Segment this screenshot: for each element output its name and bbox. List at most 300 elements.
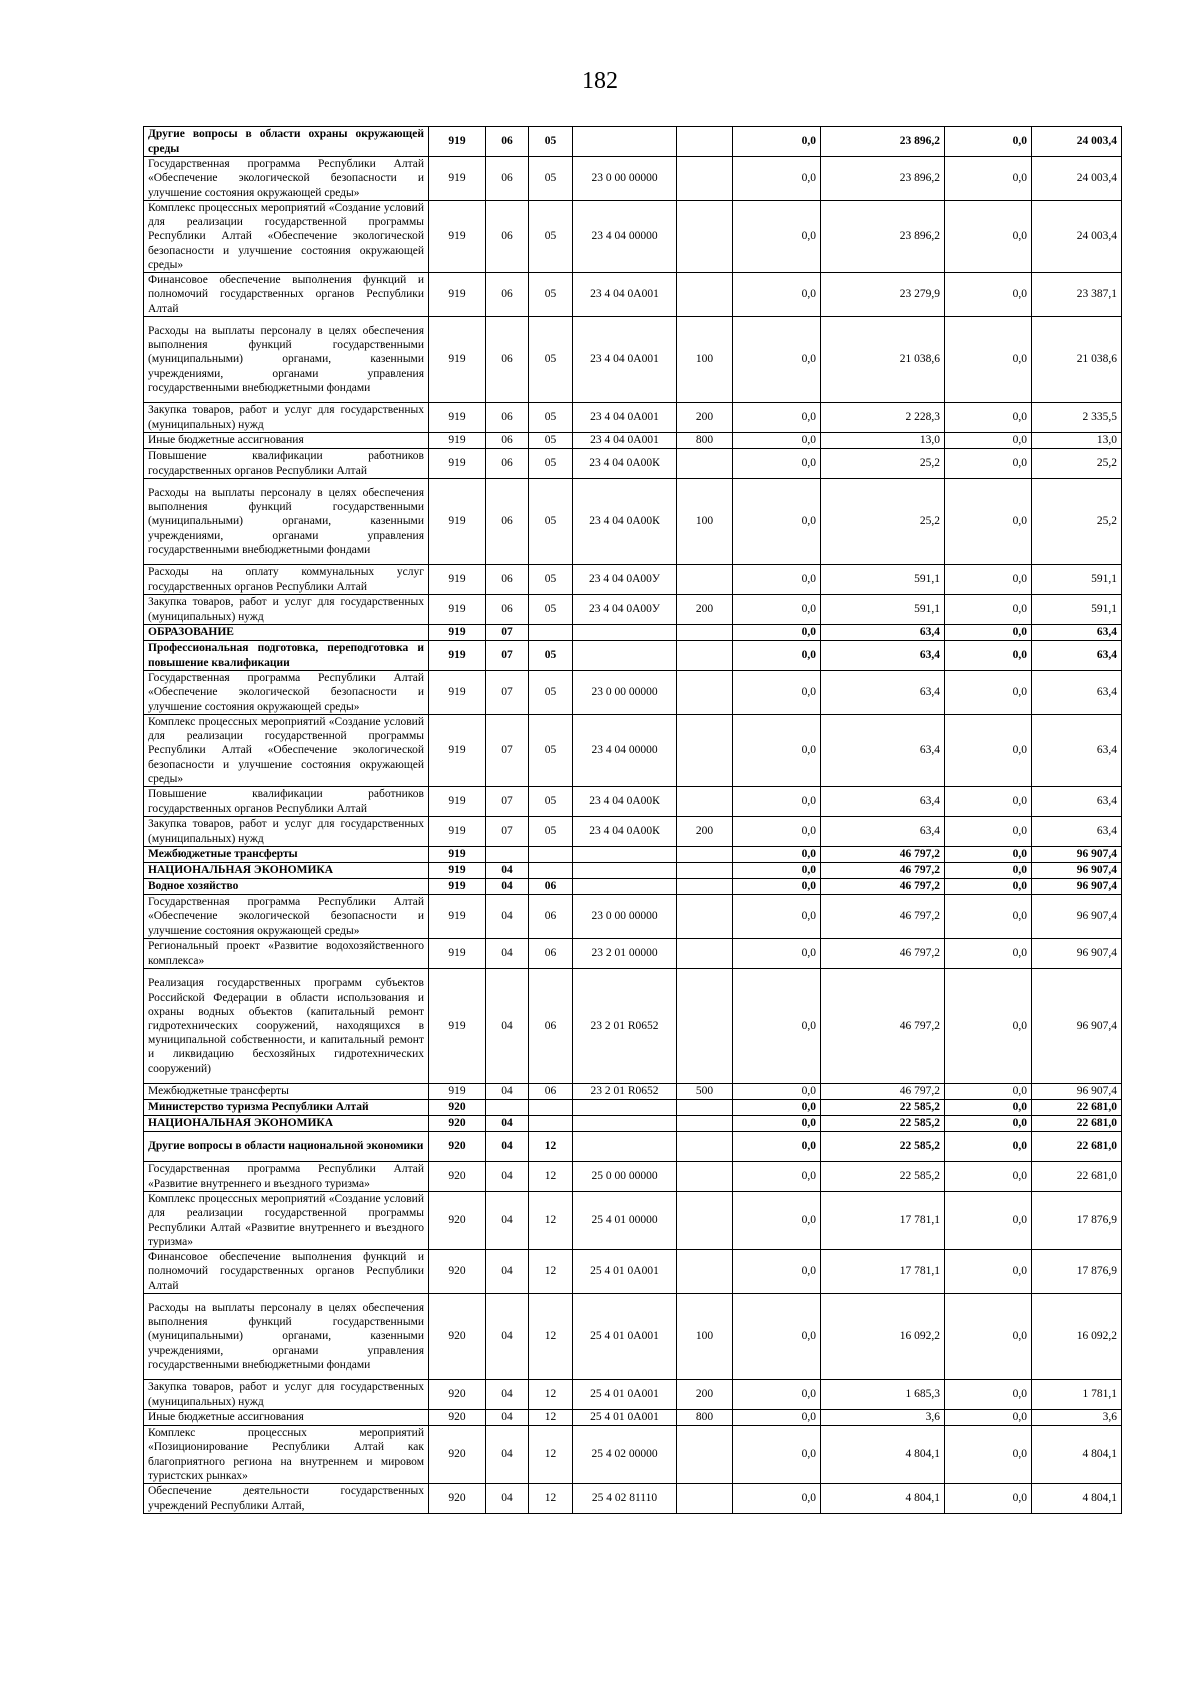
cell-value-4: 2 335,5 bbox=[1032, 403, 1122, 433]
cell-grbs: 919 bbox=[429, 787, 486, 817]
cell-expense-type: 800 bbox=[677, 433, 733, 449]
cell-section: 04 bbox=[486, 1162, 529, 1192]
cell-name: Реализация государственных программ субъектов Российской Федерации в области использования и охраны водных объектов (капитальный ремонт гидротехнических сооружений, находящихся в муниципальной собственности, и капитальный ремонт и ликвидацию бесхозяйных гидротехнических сооружений) bbox=[144, 969, 429, 1084]
cell-name: ОБРАЗОВАНИЕ bbox=[144, 625, 429, 641]
cell-value-3: 0,0 bbox=[945, 565, 1032, 595]
cell-value-2: 16 092,2 bbox=[821, 1294, 945, 1380]
cell-name: Закупка товаров, работ и услуг для государственных (муниципальных) нужд bbox=[144, 403, 429, 433]
cell-target-item bbox=[573, 1132, 677, 1162]
cell-value-2: 25,2 bbox=[821, 479, 945, 565]
cell-value-1: 0,0 bbox=[733, 317, 821, 403]
cell-target-item bbox=[573, 1100, 677, 1116]
cell-section: 06 bbox=[486, 157, 529, 201]
cell-expense-type bbox=[677, 1192, 733, 1250]
cell-section: 04 bbox=[486, 1380, 529, 1410]
table-row bbox=[144, 895, 1122, 939]
cell-section: 04 bbox=[486, 1484, 529, 1514]
table-row bbox=[144, 1132, 1122, 1162]
cell-value-3: 0,0 bbox=[945, 817, 1032, 847]
cell-value-3: 0,0 bbox=[945, 479, 1032, 565]
cell-value-4: 4 804,1 bbox=[1032, 1484, 1122, 1514]
cell-value-1: 0,0 bbox=[733, 1084, 821, 1100]
cell-target-item: 23 4 04 0А001 bbox=[573, 273, 677, 317]
cell-target-item bbox=[573, 641, 677, 671]
cell-subsection: 12 bbox=[529, 1192, 573, 1250]
budget-table bbox=[143, 126, 1122, 1514]
cell-value-3: 0,0 bbox=[945, 715, 1032, 787]
cell-value-3: 0,0 bbox=[945, 847, 1032, 863]
cell-value-1: 0,0 bbox=[733, 565, 821, 595]
cell-grbs: 919 bbox=[429, 317, 486, 403]
cell-grbs: 919 bbox=[429, 127, 486, 157]
table-row bbox=[144, 1162, 1122, 1192]
cell-value-2: 17 781,1 bbox=[821, 1192, 945, 1250]
cell-value-1: 0,0 bbox=[733, 641, 821, 671]
cell-section: 06 bbox=[486, 127, 529, 157]
cell-value-3: 0,0 bbox=[945, 1116, 1032, 1132]
cell-name: Комплекс процессных мероприятий «Создание условий для реализации государственной программы Республики Алтай «Развитие внутреннего и въездного туризма» bbox=[144, 1192, 429, 1250]
cell-value-2: 1 685,3 bbox=[821, 1380, 945, 1410]
cell-subsection: 05 bbox=[529, 565, 573, 595]
cell-value-2: 4 804,1 bbox=[821, 1426, 945, 1484]
cell-section: 04 bbox=[486, 879, 529, 895]
cell-value-3: 0,0 bbox=[945, 969, 1032, 1084]
cell-value-3: 0,0 bbox=[945, 273, 1032, 317]
cell-name: Министерство туризма Республики Алтай bbox=[144, 1100, 429, 1116]
cell-value-1: 0,0 bbox=[733, 787, 821, 817]
cell-target-item: 23 2 01 R0652 bbox=[573, 1084, 677, 1100]
cell-value-1: 0,0 bbox=[733, 847, 821, 863]
cell-value-2: 591,1 bbox=[821, 565, 945, 595]
cell-value-3: 0,0 bbox=[945, 879, 1032, 895]
cell-name: Расходы на оплату коммунальных услуг государственных органов Республики Алтай bbox=[144, 565, 429, 595]
cell-name: Расходы на выплаты персоналу в целях обеспечения выполнения функций государственными (муниципальными) органами, казенными учреждениями, органами управления государственными внебюджетными фондами bbox=[144, 1294, 429, 1380]
cell-name: Иные бюджетные ассигнования bbox=[144, 1410, 429, 1426]
cell-value-2: 21 038,6 bbox=[821, 317, 945, 403]
cell-value-4: 63,4 bbox=[1032, 671, 1122, 715]
cell-expense-type bbox=[677, 625, 733, 641]
cell-value-1: 0,0 bbox=[733, 479, 821, 565]
cell-value-3: 0,0 bbox=[945, 1380, 1032, 1410]
cell-target-item bbox=[573, 1116, 677, 1132]
cell-target-item bbox=[573, 879, 677, 895]
cell-name: Закупка товаров, работ и услуг для государственных (муниципальных) нужд bbox=[144, 817, 429, 847]
cell-value-4: 63,4 bbox=[1032, 817, 1122, 847]
cell-subsection: 05 bbox=[529, 817, 573, 847]
cell-value-3: 0,0 bbox=[945, 1250, 1032, 1294]
cell-value-2: 3,6 bbox=[821, 1410, 945, 1426]
cell-section: 04 bbox=[486, 1132, 529, 1162]
cell-section: 06 bbox=[486, 317, 529, 403]
cell-subsection bbox=[529, 847, 573, 863]
cell-section: 04 bbox=[486, 939, 529, 969]
cell-grbs: 920 bbox=[429, 1250, 486, 1294]
cell-expense-type bbox=[677, 565, 733, 595]
cell-subsection: 05 bbox=[529, 273, 573, 317]
cell-name: Региональный проект «Развитие водохозяйственного комплекса» bbox=[144, 939, 429, 969]
cell-grbs: 920 bbox=[429, 1294, 486, 1380]
cell-expense-type bbox=[677, 1100, 733, 1116]
cell-name: Государственная программа Республики Алтай «Обеспечение экологической безопасности и улучшение состояния окружающей среды» bbox=[144, 671, 429, 715]
cell-value-4: 96 907,4 bbox=[1032, 847, 1122, 863]
cell-name: Другие вопросы в области охраны окружающей среды bbox=[144, 127, 429, 157]
cell-value-3: 0,0 bbox=[945, 1484, 1032, 1514]
cell-name: Финансовое обеспечение выполнения функций и полномочий государственных органов Республики Алтай bbox=[144, 1250, 429, 1294]
cell-value-4: 22 681,0 bbox=[1032, 1100, 1122, 1116]
cell-expense-type bbox=[677, 969, 733, 1084]
cell-subsection: 05 bbox=[529, 449, 573, 479]
cell-value-4: 25,2 bbox=[1032, 479, 1122, 565]
cell-section: 04 bbox=[486, 1116, 529, 1132]
cell-value-3: 0,0 bbox=[945, 1294, 1032, 1380]
cell-section: 04 bbox=[486, 895, 529, 939]
cell-value-4: 21 038,6 bbox=[1032, 317, 1122, 403]
cell-expense-type bbox=[677, 895, 733, 939]
cell-value-1: 0,0 bbox=[733, 595, 821, 625]
cell-value-1: 0,0 bbox=[733, 1250, 821, 1294]
cell-value-2: 2 228,3 bbox=[821, 403, 945, 433]
cell-section: 04 bbox=[486, 1294, 529, 1380]
cell-subsection: 06 bbox=[529, 939, 573, 969]
cell-value-3: 0,0 bbox=[945, 449, 1032, 479]
cell-grbs: 920 bbox=[429, 1162, 486, 1192]
cell-name: Профессиональная подготовка, переподготовка и повышение квалификации bbox=[144, 641, 429, 671]
table-row bbox=[144, 1084, 1122, 1100]
cell-value-3: 0,0 bbox=[945, 787, 1032, 817]
table-row bbox=[144, 1100, 1122, 1116]
cell-target-item bbox=[573, 127, 677, 157]
cell-expense-type bbox=[677, 1250, 733, 1294]
cell-value-1: 0,0 bbox=[733, 969, 821, 1084]
table-row bbox=[144, 565, 1122, 595]
cell-expense-type bbox=[677, 127, 733, 157]
cell-value-4: 22 681,0 bbox=[1032, 1132, 1122, 1162]
table-row bbox=[144, 595, 1122, 625]
cell-name: НАЦИОНАЛЬНАЯ ЭКОНОМИКА bbox=[144, 863, 429, 879]
cell-value-3: 0,0 bbox=[945, 939, 1032, 969]
cell-value-4: 17 876,9 bbox=[1032, 1192, 1122, 1250]
cell-grbs: 919 bbox=[429, 201, 486, 273]
cell-section: 04 bbox=[486, 1192, 529, 1250]
table-row bbox=[144, 671, 1122, 715]
table-row bbox=[144, 201, 1122, 273]
cell-value-2: 23 896,2 bbox=[821, 201, 945, 273]
table-row bbox=[144, 1426, 1122, 1484]
cell-value-2: 22 585,2 bbox=[821, 1116, 945, 1132]
table-row bbox=[144, 641, 1122, 671]
cell-value-4: 25,2 bbox=[1032, 449, 1122, 479]
cell-value-2: 46 797,2 bbox=[821, 879, 945, 895]
cell-value-4: 4 804,1 bbox=[1032, 1426, 1122, 1484]
cell-value-2: 22 585,2 bbox=[821, 1100, 945, 1116]
cell-name: Обеспечение деятельности государственных учреждений Республики Алтай, bbox=[144, 1484, 429, 1514]
cell-expense-type bbox=[677, 863, 733, 879]
cell-expense-type bbox=[677, 157, 733, 201]
cell-grbs: 919 bbox=[429, 565, 486, 595]
cell-value-2: 25,2 bbox=[821, 449, 945, 479]
cell-value-3: 0,0 bbox=[945, 1410, 1032, 1426]
cell-section: 06 bbox=[486, 479, 529, 565]
table-row bbox=[144, 1250, 1122, 1294]
page-number: 182 bbox=[582, 68, 618, 94]
table-row bbox=[144, 317, 1122, 403]
cell-value-4: 63,4 bbox=[1032, 641, 1122, 671]
cell-value-4: 96 907,4 bbox=[1032, 939, 1122, 969]
cell-grbs: 919 bbox=[429, 625, 486, 641]
cell-target-item bbox=[573, 625, 677, 641]
cell-grbs: 920 bbox=[429, 1484, 486, 1514]
cell-target-item: 23 4 04 00000 bbox=[573, 201, 677, 273]
table-row bbox=[144, 127, 1122, 157]
cell-target-item: 25 4 02 81110 bbox=[573, 1484, 677, 1514]
cell-value-1: 0,0 bbox=[733, 1484, 821, 1514]
cell-name: Повышение квалификации работников государственных органов Республики Алтай bbox=[144, 449, 429, 479]
cell-name: Расходы на выплаты персоналу в целях обеспечения выполнения функций государственными (муниципальными) органами, казенными учреждениями, органами управления государственными внебюджетными фондами bbox=[144, 479, 429, 565]
cell-value-4: 63,4 bbox=[1032, 787, 1122, 817]
cell-target-item: 23 2 01 R0652 bbox=[573, 969, 677, 1084]
cell-value-4: 591,1 bbox=[1032, 565, 1122, 595]
cell-subsection: 05 bbox=[529, 403, 573, 433]
cell-section: 04 bbox=[486, 969, 529, 1084]
cell-value-4: 22 681,0 bbox=[1032, 1162, 1122, 1192]
cell-value-2: 4 804,1 bbox=[821, 1484, 945, 1514]
cell-target-item: 25 0 00 00000 bbox=[573, 1162, 677, 1192]
cell-value-4: 96 907,4 bbox=[1032, 879, 1122, 895]
table-row bbox=[144, 969, 1122, 1084]
cell-value-1: 0,0 bbox=[733, 1294, 821, 1380]
table-row bbox=[144, 157, 1122, 201]
cell-value-3: 0,0 bbox=[945, 317, 1032, 403]
cell-value-1: 0,0 bbox=[733, 273, 821, 317]
cell-grbs: 920 bbox=[429, 1116, 486, 1132]
cell-grbs: 919 bbox=[429, 847, 486, 863]
cell-value-4: 96 907,4 bbox=[1032, 895, 1122, 939]
cell-value-2: 63,4 bbox=[821, 625, 945, 641]
cell-value-2: 46 797,2 bbox=[821, 847, 945, 863]
cell-name: Закупка товаров, работ и услуг для государственных (муниципальных) нужд bbox=[144, 595, 429, 625]
cell-value-3: 0,0 bbox=[945, 863, 1032, 879]
cell-grbs: 919 bbox=[429, 939, 486, 969]
cell-value-4: 96 907,4 bbox=[1032, 969, 1122, 1084]
cell-value-3: 0,0 bbox=[945, 1084, 1032, 1100]
cell-value-3: 0,0 bbox=[945, 895, 1032, 939]
cell-value-4: 17 876,9 bbox=[1032, 1250, 1122, 1294]
cell-target-item: 23 4 04 00000 bbox=[573, 715, 677, 787]
cell-subsection: 12 bbox=[529, 1294, 573, 1380]
cell-expense-type bbox=[677, 671, 733, 715]
cell-target-item: 25 4 01 0А001 bbox=[573, 1250, 677, 1294]
cell-section: 06 bbox=[486, 403, 529, 433]
cell-section: 06 bbox=[486, 273, 529, 317]
cell-section: 07 bbox=[486, 715, 529, 787]
cell-target-item: 25 4 01 0А001 bbox=[573, 1294, 677, 1380]
cell-subsection: 06 bbox=[529, 879, 573, 895]
cell-value-4: 13,0 bbox=[1032, 433, 1122, 449]
cell-value-2: 63,4 bbox=[821, 641, 945, 671]
cell-value-3: 0,0 bbox=[945, 201, 1032, 273]
cell-section bbox=[486, 847, 529, 863]
cell-value-3: 0,0 bbox=[945, 1132, 1032, 1162]
cell-name: Иные бюджетные ассигнования bbox=[144, 433, 429, 449]
cell-expense-type: 100 bbox=[677, 317, 733, 403]
cell-target-item: 23 2 01 00000 bbox=[573, 939, 677, 969]
cell-expense-type bbox=[677, 847, 733, 863]
cell-value-1: 0,0 bbox=[733, 939, 821, 969]
table-row bbox=[144, 817, 1122, 847]
cell-subsection: 05 bbox=[529, 715, 573, 787]
table-row bbox=[144, 1192, 1122, 1250]
cell-target-item bbox=[573, 863, 677, 879]
cell-value-1: 0,0 bbox=[733, 127, 821, 157]
cell-value-2: 46 797,2 bbox=[821, 1084, 945, 1100]
cell-grbs: 919 bbox=[429, 863, 486, 879]
cell-section: 04 bbox=[486, 1250, 529, 1294]
cell-grbs: 920 bbox=[429, 1380, 486, 1410]
cell-section: 06 bbox=[486, 595, 529, 625]
cell-expense-type: 100 bbox=[677, 479, 733, 565]
cell-subsection bbox=[529, 1116, 573, 1132]
cell-name: Государственная программа Республики Алтай «Развитие внутреннего и въездного туризма» bbox=[144, 1162, 429, 1192]
cell-value-2: 63,4 bbox=[821, 787, 945, 817]
cell-section: 07 bbox=[486, 625, 529, 641]
table-row bbox=[144, 863, 1122, 879]
cell-subsection: 05 bbox=[529, 671, 573, 715]
cell-subsection: 06 bbox=[529, 969, 573, 1084]
cell-value-1: 0,0 bbox=[733, 449, 821, 479]
cell-section: 04 bbox=[486, 1426, 529, 1484]
table-row bbox=[144, 449, 1122, 479]
cell-value-2: 46 797,2 bbox=[821, 939, 945, 969]
cell-value-4: 16 092,2 bbox=[1032, 1294, 1122, 1380]
cell-target-item: 25 4 01 0А001 bbox=[573, 1380, 677, 1410]
cell-subsection: 05 bbox=[529, 157, 573, 201]
cell-name: Комплекс процессных мероприятий «Создание условий для реализации государственной программы Республики Алтай «Обеспечение экологической безопасности и улучшение состояния окружающей среды» bbox=[144, 715, 429, 787]
cell-value-3: 0,0 bbox=[945, 595, 1032, 625]
cell-subsection: 05 bbox=[529, 479, 573, 565]
cell-value-1: 0,0 bbox=[733, 1132, 821, 1162]
cell-expense-type: 200 bbox=[677, 595, 733, 625]
cell-target-item: 23 4 04 0А00У bbox=[573, 595, 677, 625]
cell-grbs: 919 bbox=[429, 817, 486, 847]
cell-value-1: 0,0 bbox=[733, 201, 821, 273]
cell-name: НАЦИОНАЛЬНАЯ ЭКОНОМИКА bbox=[144, 1116, 429, 1132]
cell-value-2: 23 896,2 bbox=[821, 157, 945, 201]
cell-grbs: 919 bbox=[429, 1084, 486, 1100]
cell-expense-type: 200 bbox=[677, 817, 733, 847]
cell-section: 06 bbox=[486, 565, 529, 595]
cell-target-item: 23 0 00 00000 bbox=[573, 157, 677, 201]
cell-expense-type: 100 bbox=[677, 1294, 733, 1380]
cell-expense-type bbox=[677, 641, 733, 671]
cell-value-1: 0,0 bbox=[733, 879, 821, 895]
table-row bbox=[144, 479, 1122, 565]
cell-target-item: 25 4 02 00000 bbox=[573, 1426, 677, 1484]
cell-value-4: 591,1 bbox=[1032, 595, 1122, 625]
cell-value-4: 63,4 bbox=[1032, 715, 1122, 787]
cell-value-2: 63,4 bbox=[821, 671, 945, 715]
cell-section: 04 bbox=[486, 863, 529, 879]
cell-value-3: 0,0 bbox=[945, 641, 1032, 671]
cell-value-4: 3,6 bbox=[1032, 1410, 1122, 1426]
cell-grbs: 919 bbox=[429, 671, 486, 715]
cell-name: Другие вопросы в области национальной экономики bbox=[144, 1132, 429, 1162]
cell-subsection: 05 bbox=[529, 433, 573, 449]
cell-value-1: 0,0 bbox=[733, 1192, 821, 1250]
cell-value-3: 0,0 bbox=[945, 1162, 1032, 1192]
cell-value-1: 0,0 bbox=[733, 1426, 821, 1484]
cell-target-item bbox=[573, 847, 677, 863]
cell-grbs: 919 bbox=[429, 595, 486, 625]
cell-target-item: 23 0 00 00000 bbox=[573, 895, 677, 939]
cell-expense-type: 200 bbox=[677, 1380, 733, 1410]
table-row bbox=[144, 1410, 1122, 1426]
cell-target-item: 23 4 04 0А00К bbox=[573, 479, 677, 565]
cell-subsection: 12 bbox=[529, 1484, 573, 1514]
cell-subsection: 05 bbox=[529, 787, 573, 817]
cell-subsection: 06 bbox=[529, 1084, 573, 1100]
cell-value-1: 0,0 bbox=[733, 433, 821, 449]
cell-value-1: 0,0 bbox=[733, 1100, 821, 1116]
cell-value-4: 63,4 bbox=[1032, 625, 1122, 641]
cell-subsection: 05 bbox=[529, 127, 573, 157]
cell-target-item: 23 4 04 0А001 bbox=[573, 317, 677, 403]
cell-name: Комплекс процессных мероприятий «Позиционирование Республики Алтай как благоприятного региона на внутреннем и мировом туристских рынках» bbox=[144, 1426, 429, 1484]
table-row bbox=[144, 625, 1122, 641]
cell-grbs: 919 bbox=[429, 273, 486, 317]
cell-name: Межбюджетные трансферты bbox=[144, 1084, 429, 1100]
cell-value-1: 0,0 bbox=[733, 1116, 821, 1132]
cell-value-2: 46 797,2 bbox=[821, 895, 945, 939]
table-row bbox=[144, 879, 1122, 895]
cell-name: Финансовое обеспечение выполнения функций и полномочий государственных органов Республики Алтай bbox=[144, 273, 429, 317]
cell-subsection: 12 bbox=[529, 1250, 573, 1294]
table-row bbox=[144, 1380, 1122, 1410]
table-row bbox=[144, 403, 1122, 433]
table-row bbox=[144, 847, 1122, 863]
cell-value-4: 24 003,4 bbox=[1032, 157, 1122, 201]
cell-subsection: 05 bbox=[529, 641, 573, 671]
cell-target-item: 23 4 04 0А001 bbox=[573, 433, 677, 449]
cell-value-3: 0,0 bbox=[945, 403, 1032, 433]
cell-grbs: 919 bbox=[429, 969, 486, 1084]
cell-value-1: 0,0 bbox=[733, 895, 821, 939]
cell-expense-type bbox=[677, 787, 733, 817]
cell-target-item: 23 4 04 0А00К bbox=[573, 787, 677, 817]
cell-expense-type bbox=[677, 715, 733, 787]
cell-value-3: 0,0 bbox=[945, 1100, 1032, 1116]
cell-expense-type bbox=[677, 879, 733, 895]
cell-target-item: 25 4 01 0А001 bbox=[573, 1410, 677, 1426]
cell-name: Закупка товаров, работ и услуг для государственных (муниципальных) нужд bbox=[144, 1380, 429, 1410]
cell-value-1: 0,0 bbox=[733, 863, 821, 879]
cell-grbs: 920 bbox=[429, 1410, 486, 1426]
cell-grbs: 920 bbox=[429, 1192, 486, 1250]
cell-section: 07 bbox=[486, 787, 529, 817]
cell-name: Государственная программа Республики Алтай «Обеспечение экологической безопасности и улучшение состояния окружающей среды» bbox=[144, 157, 429, 201]
cell-value-1: 0,0 bbox=[733, 1380, 821, 1410]
cell-section: 06 bbox=[486, 201, 529, 273]
cell-name: Комплекс процессных мероприятий «Создание условий для реализации государственной программы Республики Алтай «Обеспечение экологической безопасности и улучшение состояния окружающей среды» bbox=[144, 201, 429, 273]
cell-grbs: 920 bbox=[429, 1426, 486, 1484]
cell-value-1: 0,0 bbox=[733, 1162, 821, 1192]
cell-subsection: 12 bbox=[529, 1380, 573, 1410]
cell-name: Водное хозяйство bbox=[144, 879, 429, 895]
cell-value-2: 63,4 bbox=[821, 817, 945, 847]
cell-value-4: 96 907,4 bbox=[1032, 1084, 1122, 1100]
cell-grbs: 919 bbox=[429, 641, 486, 671]
cell-value-1: 0,0 bbox=[733, 817, 821, 847]
cell-value-2: 23 279,9 bbox=[821, 273, 945, 317]
